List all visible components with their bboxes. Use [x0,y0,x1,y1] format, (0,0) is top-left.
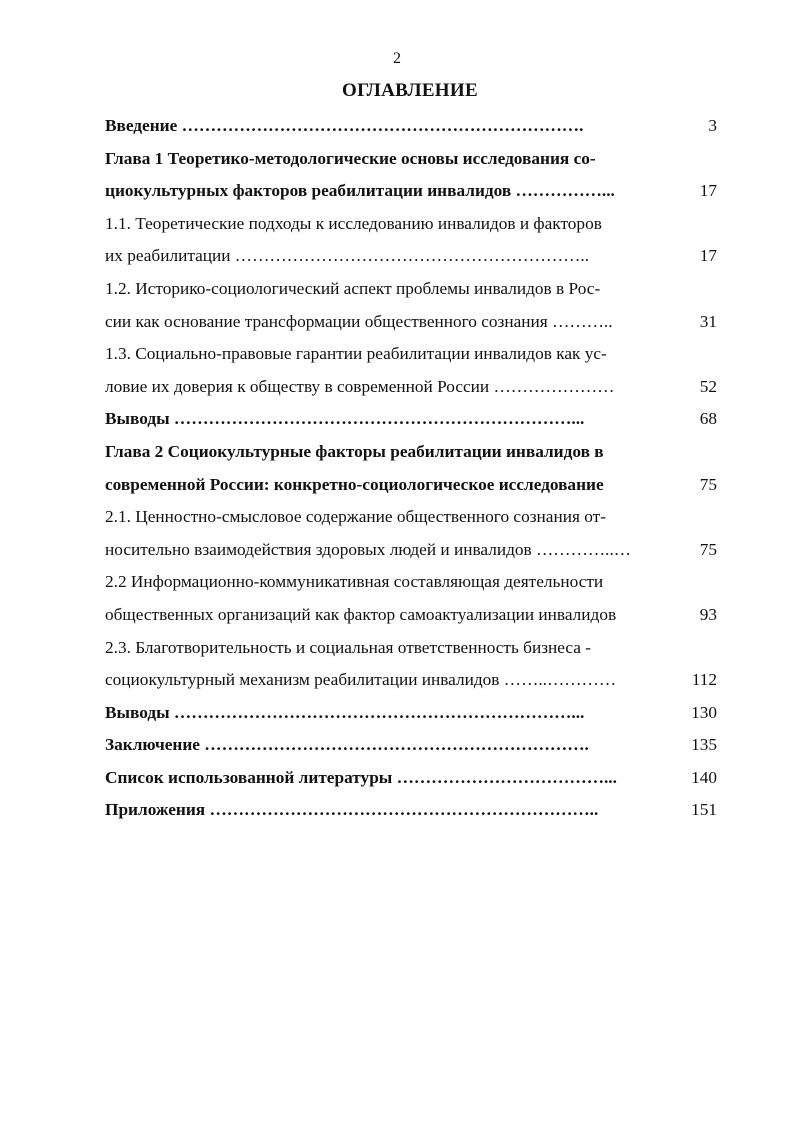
toc-entry[interactable] [105,501,717,534]
toc-entry[interactable] [105,240,717,273]
toc-entry[interactable] [105,306,717,339]
toc-entry[interactable] [105,762,717,795]
toc-entry[interactable] [105,729,717,762]
toc-entry-page: 75 [699,474,717,494]
toc-entry-text: Глава 2 Социокультурные факторы реабилитации инвалидов в [105,441,604,461]
toc-entry-text: 1.1. Теоретические подходы к исследованию инвалидов и факторов [105,213,602,233]
toc-entry-page: 93 [699,604,717,624]
toc-entry-text: Заключение …………………………………………………………. [105,735,589,755]
toc-entry-page: 17 [699,181,717,201]
toc-entry-text: Приложения ………………………………………………………….. [105,800,599,820]
toc-entry-text: их реабилитации …………………………………………………….. [105,246,590,266]
toc-entry[interactable] [105,794,717,827]
toc-entry-text: Список использованной литературы ………………………………... [105,767,617,787]
toc-entry-page: 52 [699,376,717,396]
toc-entry-page: 140 [691,767,717,787]
toc-entry-page: 3 [708,116,717,135]
toc-entry[interactable] [105,534,717,567]
toc-entry-text: циокультурных факторов реабилитации инвалидов ……………... [105,181,615,201]
toc-entry[interactable] [105,273,717,306]
toc-entry-text: Выводы ……………………………………………………………... [105,409,585,429]
toc-entry-page: 75 [699,539,717,559]
toc-entry[interactable] [105,208,717,241]
toc-entry-page: 151 [691,800,717,820]
toc-entry[interactable] [105,566,717,599]
toc-entry-text: общественных организаций как фактор самоактуализации инвалидов [105,604,617,624]
toc-entry-page: 135 [691,735,717,755]
toc-entry[interactable] [105,143,717,176]
toc-entry-text: 2.3. Благотворительность и социальная ответственность бизнеса - [105,637,592,657]
toc-entry-text: социокультурный механизм реабилитации инвалидов ……..………… [105,670,617,690]
toc-entry-page: 112 [691,670,717,690]
toc-entry-page: 130 [691,702,717,722]
toc-entry-page: 31 [699,311,717,331]
toc-entry-text: 2.1. Ценностно-смысловое содержание общественного сознания от- [105,507,606,527]
toc-entry[interactable] [105,599,717,632]
toc-entry-page: 68 [699,409,717,429]
toc-entry[interactable] [105,175,717,208]
toc-entry-text: сии как основание трансформации общественного сознания ……….. [105,311,613,331]
toc-entry-text: носительно взаимодействия здоровых людей и инвалидов …………..… [105,539,632,559]
toc-entry-text: 2.2 Информационно-коммуникативная составляющая деятельности [105,572,604,592]
toc-entry[interactable] [105,632,717,665]
toc-entry[interactable] [105,436,717,469]
toc-entry-page: 17 [699,246,717,266]
toc-title: ОГЛАВЛЕНИЕ [342,80,478,101]
toc-entry-text: Глава 1 Теоретико-методологические основы исследования со- [105,148,596,168]
toc-entry-text: 1.2. Историко-социологический аспект проблемы инвалидов в Рос- [105,278,601,298]
toc-entry[interactable] [105,403,717,436]
toc-entry-text: современной России: конкретно-социологическое исследование [105,474,604,494]
toc-entry[interactable] [105,338,717,371]
toc-entry-text: 1.3. Социально-правовые гарантии реабилитации инвалидов как ус- [105,344,607,364]
table-of-contents [105,110,717,827]
toc-entry-text: ловие их доверия к обществу в современной России ………………… [105,376,615,396]
page-number: 2 [393,50,401,67]
toc-entry[interactable] [105,697,717,730]
toc-entry-text: Выводы ……………………………………………………………... [105,702,585,722]
toc-entry-text: Введение ……………………………………………………………. [105,116,584,135]
toc-entry[interactable] [105,664,717,697]
toc-entry[interactable] [105,371,717,404]
toc-entry[interactable] [105,110,717,143]
toc-entry[interactable] [105,469,717,502]
